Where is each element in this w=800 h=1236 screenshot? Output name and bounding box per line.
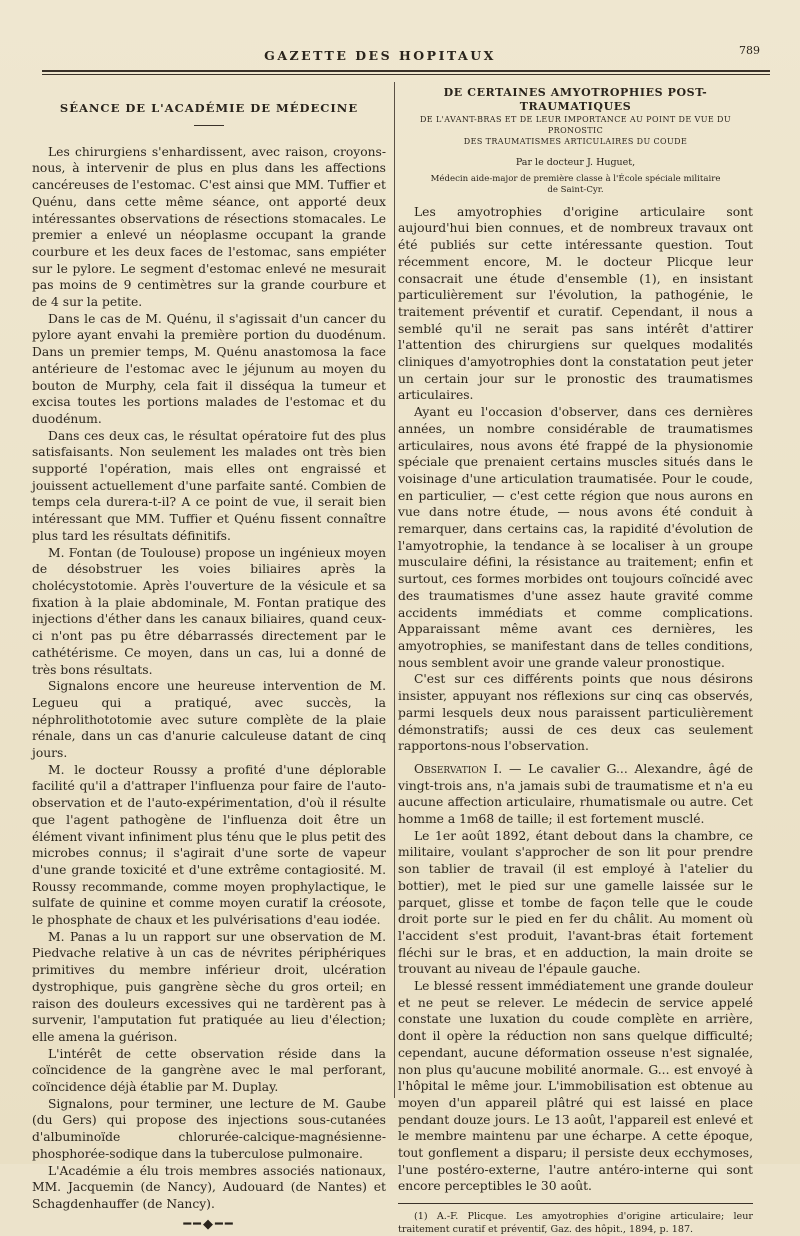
right-column	[398, 86, 753, 1236]
page-number: 789	[739, 44, 760, 57]
left-paragraph: M. le docteur Roussy a profité d'une déplorable facilité qu'il a d'attraper l'influenza pour faire de l'auto-observation et de l'auto-expérimentation, d'où il résulte que l'agent pathogène de l'influenza doit être un élément vivant infiniment plus ténu que le plus petit des microbes connus; il s'agirait d'une sorte de vapeur d'une grande toxicité et d'une extrême contagiosité. M. Roussy recommande, comme moyen prophylactique, le sulfate de quinine et comme moyen curatif la créosote, le phosphate de chaux et les pulvérisations d'eau iodée.	[32, 762, 386, 928]
left-paragraph: Signalons, pour terminer, une lecture de M. Gaube (du Gers) qui propose des injections sous-cutanées d'albuminoïde chlorurée-calcique-magnésienne-phosphorée-sodique dans la tuberculose pulmonaire.	[32, 1096, 386, 1161]
byline: Par le docteur J. Huguet,	[515, 157, 636, 168]
left-column	[32, 100, 386, 1233]
masthead-rule-thick	[42, 70, 770, 72]
left-paragraph: M. Panas a lu un rapport sur une observation de M. Piedvache relative à un cas de névrites périphériques primitives du membre inférieur droit, ulcération dystrophique, puis gangrène sèche du gros orteil; en raison des douleurs excessives qui ne tardèrent pas à survenir, l'amputation fut pratiquée au lieu d'élection; elle amena la guérison.	[32, 929, 386, 1044]
author-affiliation: de Saint-Cyr.	[547, 184, 604, 195]
left-paragraph: Signalons encore une heureuse intervention de M. Legueu qui a pratiqué, avec succès, la néphrolithototomie avec suture complète de la plaie rénale, dans un cas d'anurie calculeuse datant de cinq jours.	[32, 679, 386, 761]
observation-paragraph	[398, 761, 753, 828]
observation-label: Observation I.	[414, 761, 503, 776]
footnote: (1) A.-F. Plicque. Les amyotrophies d'origine articulaire; leur traitement curatif et préventif, Gaz. des hôpit., 1894, p. 187.	[398, 1211, 753, 1236]
observation-paragraph: Le 1er août 1892, étant debout dans la chambre, ce militaire, voulant s'approcher de son lit pour prendre son tablier de travail (il est employé à l'atelier du bottier), met le pied sur une gamelle laissée sur le parquet, glisse et tombe de façon telle que le coude droit porte sur le pied en fer du châlit. Au moment où l'accident s'est produit, l'avant-bras était fortement fléchi sur le bras, et en adduction, la main droite se trouvant au niveau de l'épaule gauche.	[398, 828, 753, 977]
article-subtitle: DE L'AVANT-BRAS ET DE LEUR IMPORTANCE AU POINT DE VUE DU PRONOSTIC	[419, 115, 732, 135]
article-title: DE CERTAINES AMYOTROPHIES POST-TRAUMATIQUES	[443, 86, 708, 113]
section-title: SÉANCE DE L'ACADÉMIE DE MÉDECINE	[59, 101, 359, 115]
left-paragraph: M. Fontan (de Toulouse) propose un ingénieux moyen de désobstruer les voies biliaires après la cholécystotomie. Après l'ouverture de la vésicule et sa fixation à la plaie abdominale, M. Fontan pratique des injections d'éther dans les canaux biliaires, quand ceux-ci n'ont pas pu être débarrassés directement par le cathétérisme. Ce moyen, dans un cas, lui a donné de très bons résultats.	[32, 545, 386, 677]
author-affiliation: Médecin aide-major de première classe à l'École spéciale militaire	[430, 173, 721, 184]
article-subtitle: DES TRAUMATISMES ARTICULAIRES DU COUDE	[463, 137, 688, 146]
section-title-rule	[194, 125, 224, 126]
footnote-rule	[398, 1203, 753, 1204]
right-paragraph: Les amyotrophies d'origine articulaire sont aujourd'hui bien connues, et de nombreux travaux ont été publiés sur cette intéressante question. Tout récemment encore, M. le docteur Plicque leur consacrait une étude d'ensemble (1), en insistant particulièrement sur l'évolution, la pathogénie, le traitement préventif et curatif. Cependant, il nous a semblé qu'il ne serait pas sans intérêt d'attirer l'attention des chirurgiens sur quelques modalités cliniques d'amyotrophies dont la constatation peut jeter un certain jour sur le pronostic des traumatismes articulaires.	[398, 204, 753, 403]
observation-paragraph: Le blessé ressent immédiatement une grande douleur et ne peut se relever. Le médecin de service appelé constate une luxation du coude complète en arrière, dont il opère la réduction non sans quelque difficulté; cependant, aucune déformation osseuse n'est signalée, non plus qu'aucune mobilité anormale. G... est envoyé à l'hôpital le même jour. L'immobilisation est obtenue au moyen d'un appareil plâtré qui est laissé en place pendant douze jours. Le 13 août, l'appareil est enlevé et le membre maintenu par une écharpe. A cette époque, tout gonflement a disparu; il persiste deux ecchymoses, l'une postéro-externe, l'autre antéro-interne qui sont encore perceptibles le 30 août.	[398, 979, 753, 1194]
masthead	[0, 44, 800, 68]
left-paragraph: Les chirurgiens s'enhardissent, avec raison, croyons-nous, à intervenir de plus en plus dans les affections cancéreuses de l'estomac. C'est ainsi que MM. Tuffier et Quénu, dans cette même séance, ont apporté deux intéressantes observations de résections stomacales. Le premier a enlevé un néoplasme occupant la grande courbure et les deux faces de l'estomac, sans empiéter sur le pylore. Le segment d'estomac enlevé ne mesurait pas moins de 9 centimètres sur la grande courbure et de 4 sur la petite.	[32, 144, 386, 310]
observation-text: — Le cavalier G... Alexandre, âgé de vingt-trois ans, n'a jamais subi de traumatisme et n'a eu aucune affection articulaire, rhumatismale ou autre. Cet homme a 1m68 de taille; il est fortement musclé.	[398, 761, 753, 827]
column-separator	[394, 82, 395, 1098]
left-paragraph: L'Académie a élu trois membres associés nationaux, MM. Jacquemin (de Nancy), Audouard (de Nantes) et Schagdenhauffer (de Nancy).	[32, 1163, 386, 1211]
journal-title: GAZETTE DES HOPITAUX	[264, 48, 496, 63]
right-paragraph: C'est sur ces différents points que nous désirons insister, appuyant nos réflexions sur cinq cas observés, parmi lesquels deux nous paraissent particulièrement démonstratifs; aussi de ces deux cas seulement rapportons-nous l'observation.	[398, 672, 753, 754]
left-paragraph: Dans le cas de M. Quénu, il s'agissait d'un cancer du pylore ayant envahi la première portion du duodénum. Dans un premier temps, M. Quénu anastomosa la face antérieure de l'estomac avec le jéjunum au moyen du bouton de Murphy, cela fait il disséqua la tumeur et excisa toutes les portions malades de l'estomac et du duodénum.	[32, 311, 386, 426]
right-paragraph: Ayant eu l'occasion d'observer, dans ces dernières années, un nombre considérable de traumatismes articulaires, nous avons été frappé de la physionomie spéciale que prenaient certains muscles situés dans le voisinage d'une articulation traumatisée. Pour le coude, en particulier, — c'est cette région que nous aurons en vue dans notre étude, — nous avons été conduit à remarquer, dans certains cas, la rapidité d'évolution de l'amyotrophie, la tendance à se localiser à un groupe musculaire défini, la résistance au traitement; enfin et surtout, ces formes morbides ont toujours coïncidé avec des traumatismes d'une assez haute gravité comme accidents immédiats et comme complications. Apparaissant même avant ces dernières, les amyotrophies, se manifestant dans de telles conditions, nous semblent avoir une grande valeur pronostique.	[398, 405, 753, 670]
end-ornament: ━━◆━━	[183, 1216, 235, 1232]
left-paragraph: L'intérêt de cette observation réside dans la coïncidence de la gangrène avec le mal perforant, coïncidence déjà établie par M. Duplay.	[32, 1046, 386, 1095]
left-paragraph: Dans ces deux cas, le résultat opératoire fut des plus satisfaisants. Non seulement les malades ont très bien supporté l'opération, mais elles ont engraissé et jouissent actuellement d'une parfaite santé. Combien de temps cela durera-t-il? A ce point de vue, il serait bien intéressant que MM. Tuffier et Quénu fissent connaître plus tard les résultats définitifs.	[32, 428, 386, 543]
masthead-rule-thin	[42, 74, 770, 75]
